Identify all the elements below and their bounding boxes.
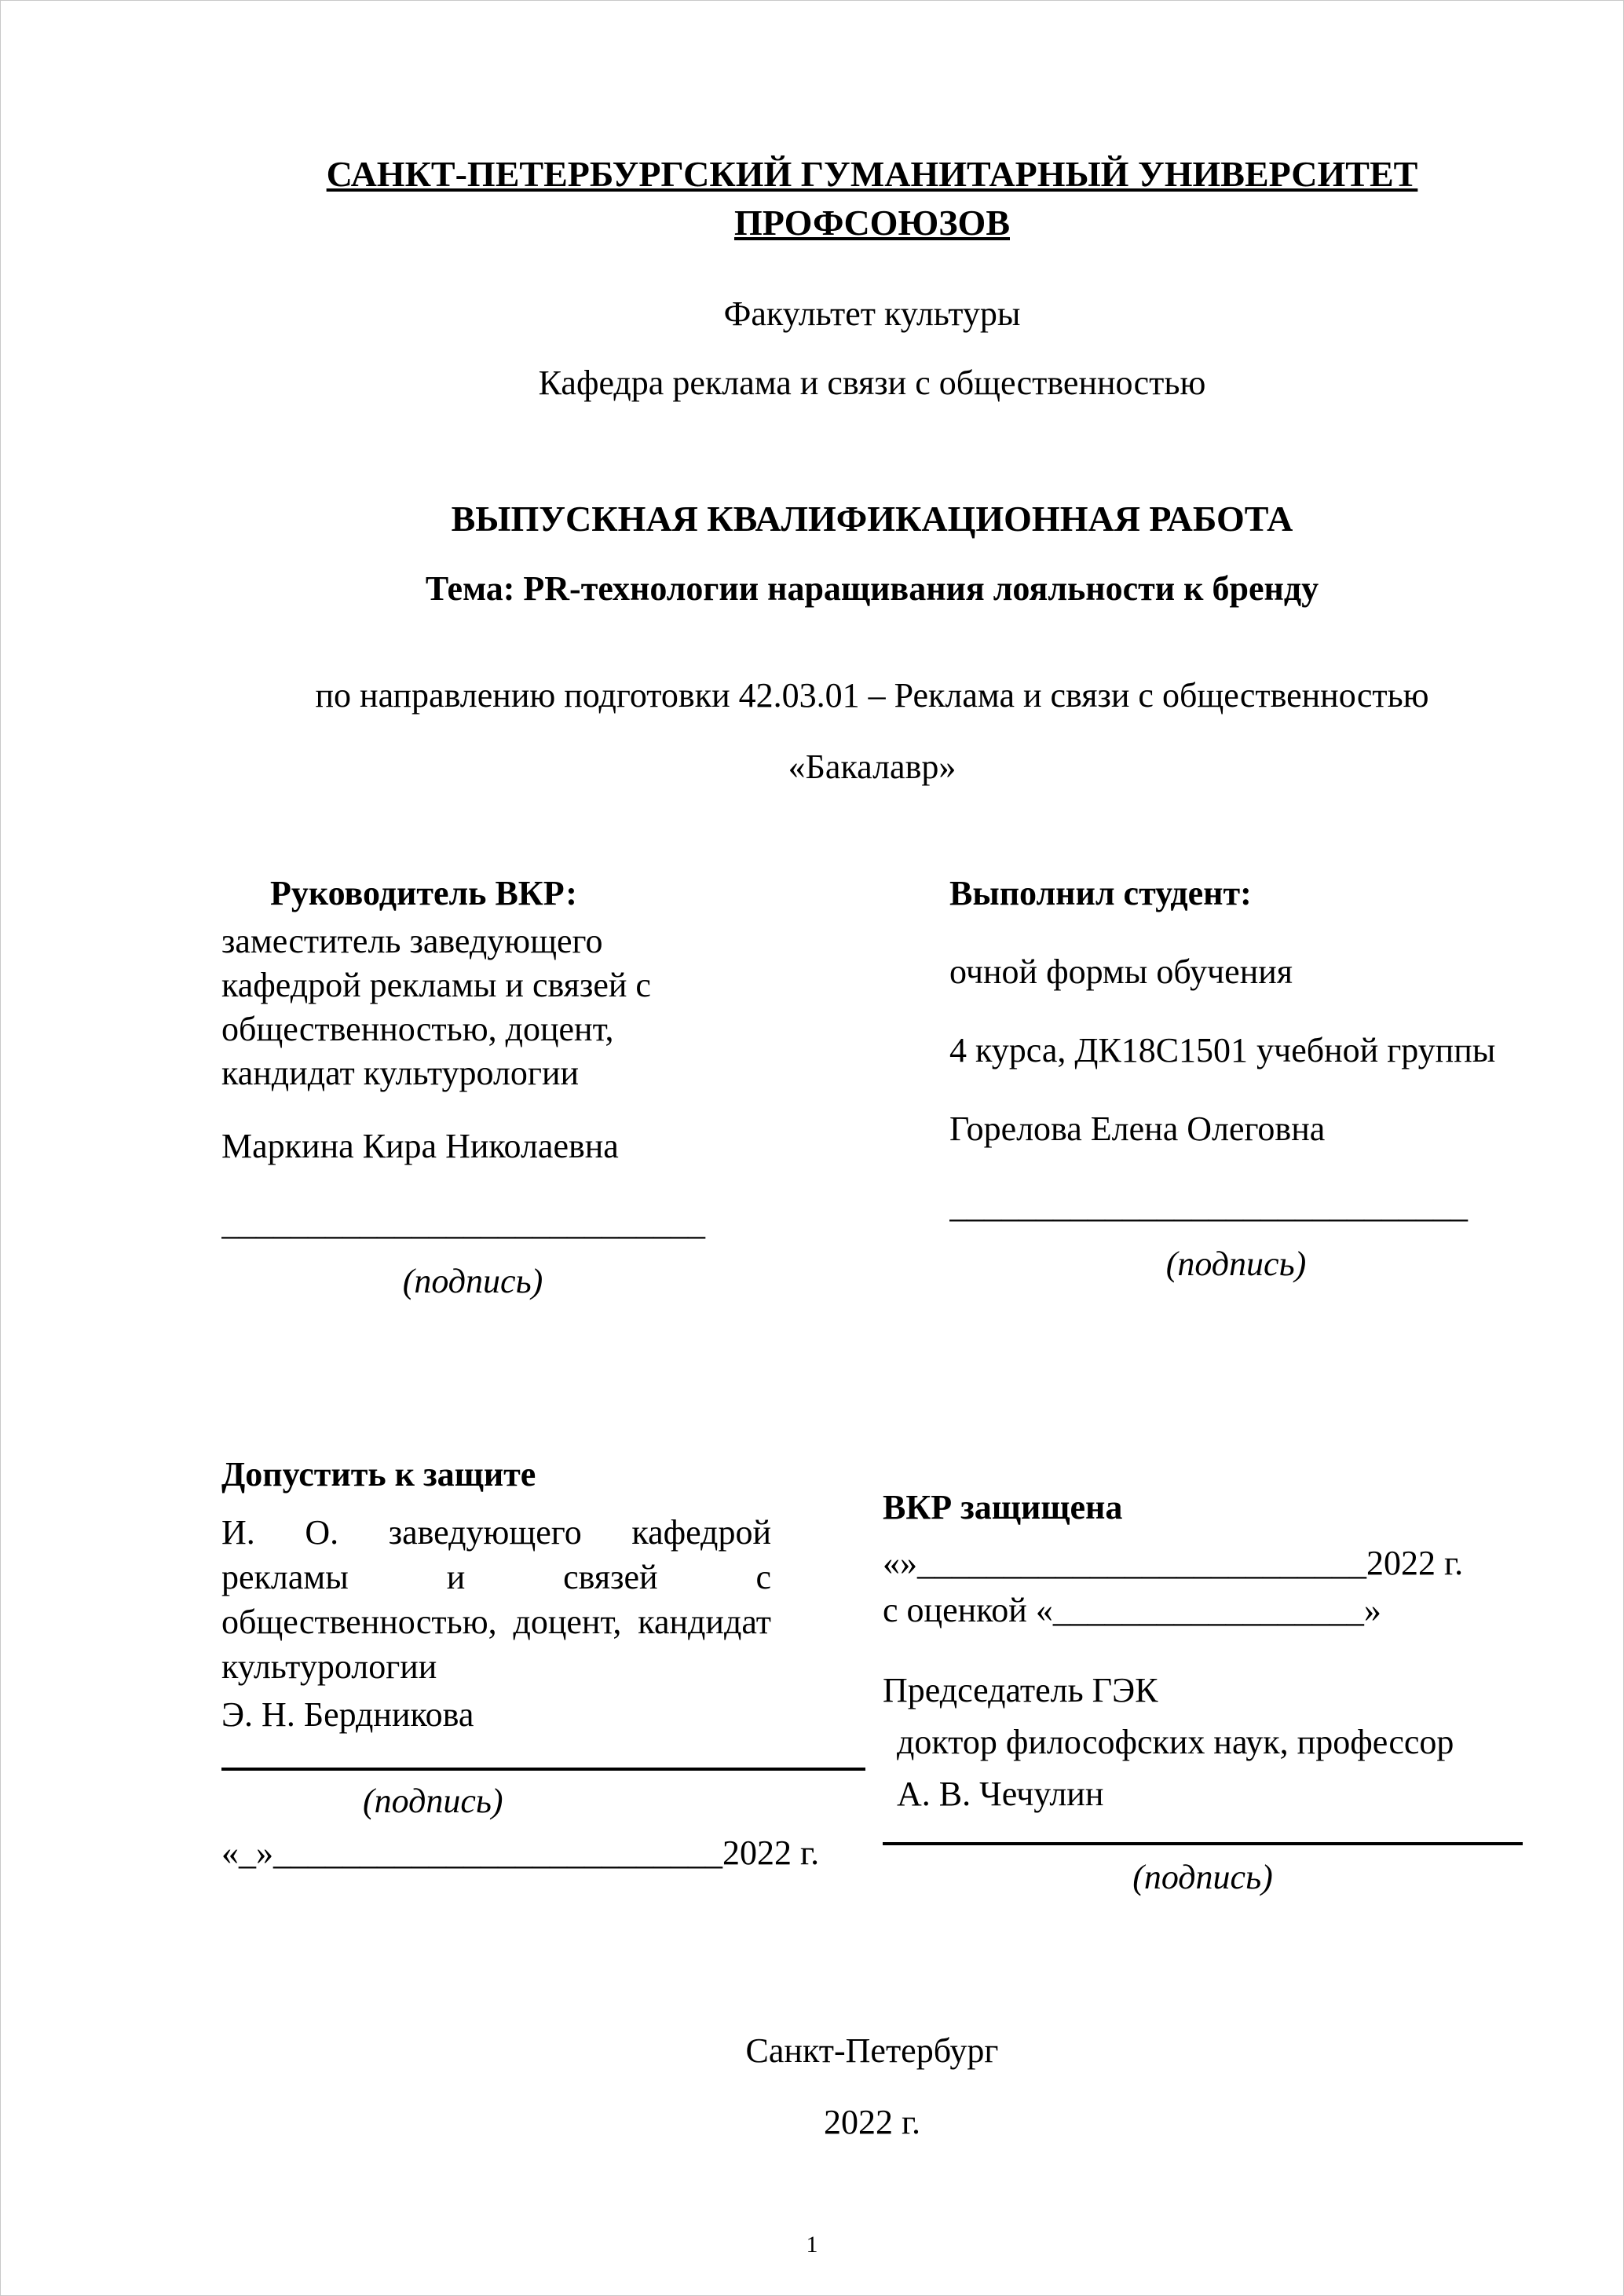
defense-signature-caption: (подпись)	[1132, 1858, 1273, 1897]
defense-grade-line: с оценкой «__________________»	[883, 1591, 1381, 1630]
thesis-topic: Тема: PR-технологии наращивания лояльности к бренду	[425, 569, 1319, 609]
defense-signature-line	[883, 1842, 1523, 1845]
admission-approver-position: И. О. заведующего кафедрой рекламы и связей с общественностью, доцент, кандидат культурологии	[221, 1512, 771, 1687]
defense-heading: ВКР защищена	[883, 1487, 1123, 1526]
supervisor-name: Маркина Кира Николаевна	[221, 1126, 619, 1165]
student-study-form: очной формы обучения	[949, 952, 1293, 992]
admission-date-line: «_»__________________________2022 г.	[221, 1834, 820, 1873]
university-name-line2: ПРОФСОЮЗОВ	[734, 203, 1010, 243]
supervisor-position: заместитель заведующего кафедрой рекламы и связей с общественностью, доцент, кандидат культурологии	[221, 922, 651, 1092]
department: Кафедра реклама и связи с общественностью	[538, 364, 1206, 403]
approval-section	[221, 1449, 1523, 1903]
study-direction: по направлению подготовки 42.03.01 – Реклама и связи с общественностью	[315, 676, 1429, 715]
supervisor-signature-caption: (подпись)	[402, 1261, 543, 1300]
student-heading: Выполнил студент:	[949, 874, 1252, 913]
university-name	[221, 150, 1523, 247]
faculty: Факультет культуры	[723, 294, 1021, 334]
student-group: 4 курса, ДК18С1501 учебной группы	[949, 1031, 1496, 1070]
footer-city: Санкт-Петербург	[745, 2031, 999, 2071]
supervisor-block	[221, 868, 724, 1307]
chairman-degree: доктор философских наук, профессор	[897, 1723, 1454, 1762]
admission-approver-name: Э. Н. Бердникова	[221, 1695, 474, 1735]
page-number: 1	[806, 2232, 818, 2258]
student-signature-line: ______________________________	[949, 1186, 1468, 1226]
supervisor-heading: Руководитель ВКР:	[270, 874, 577, 913]
chairman-name: А. В. Чечулин	[897, 1775, 1104, 1814]
admission-signature-line	[221, 1768, 865, 1771]
defense-block	[883, 1449, 1523, 1903]
admission-heading: Допустить к защите	[221, 1454, 536, 1493]
defense-date-line: «»__________________________2022 г.	[883, 1543, 1464, 1582]
chairman-title: Председатель ГЭК	[883, 1671, 1158, 1710]
student-name: Горелова Елена Олеговна	[949, 1110, 1326, 1149]
university-name-line1: САНКТ-ПЕТЕРБУРГСКИЙ ГУМАНИТАРНЫЙ УНИВЕРСИТЕТ	[326, 154, 1418, 194]
student-block	[949, 868, 1523, 1290]
degree-level: «Бакалавр»	[788, 748, 956, 787]
supervisor-signature-line: ____________________________	[221, 1203, 705, 1242]
footer-year: 2022 г.	[823, 2103, 921, 2142]
admission-signature-caption: (подпись)	[363, 1782, 503, 1821]
admission-block	[221, 1449, 865, 1880]
work-type-title: ВЫПУСКНАЯ КВАЛИФИКАЦИОННАЯ РАБОТА	[451, 499, 1293, 539]
footer	[221, 2025, 1523, 2148]
signature-section	[221, 868, 1523, 1307]
student-signature-caption: (подпись)	[1165, 1245, 1307, 1284]
